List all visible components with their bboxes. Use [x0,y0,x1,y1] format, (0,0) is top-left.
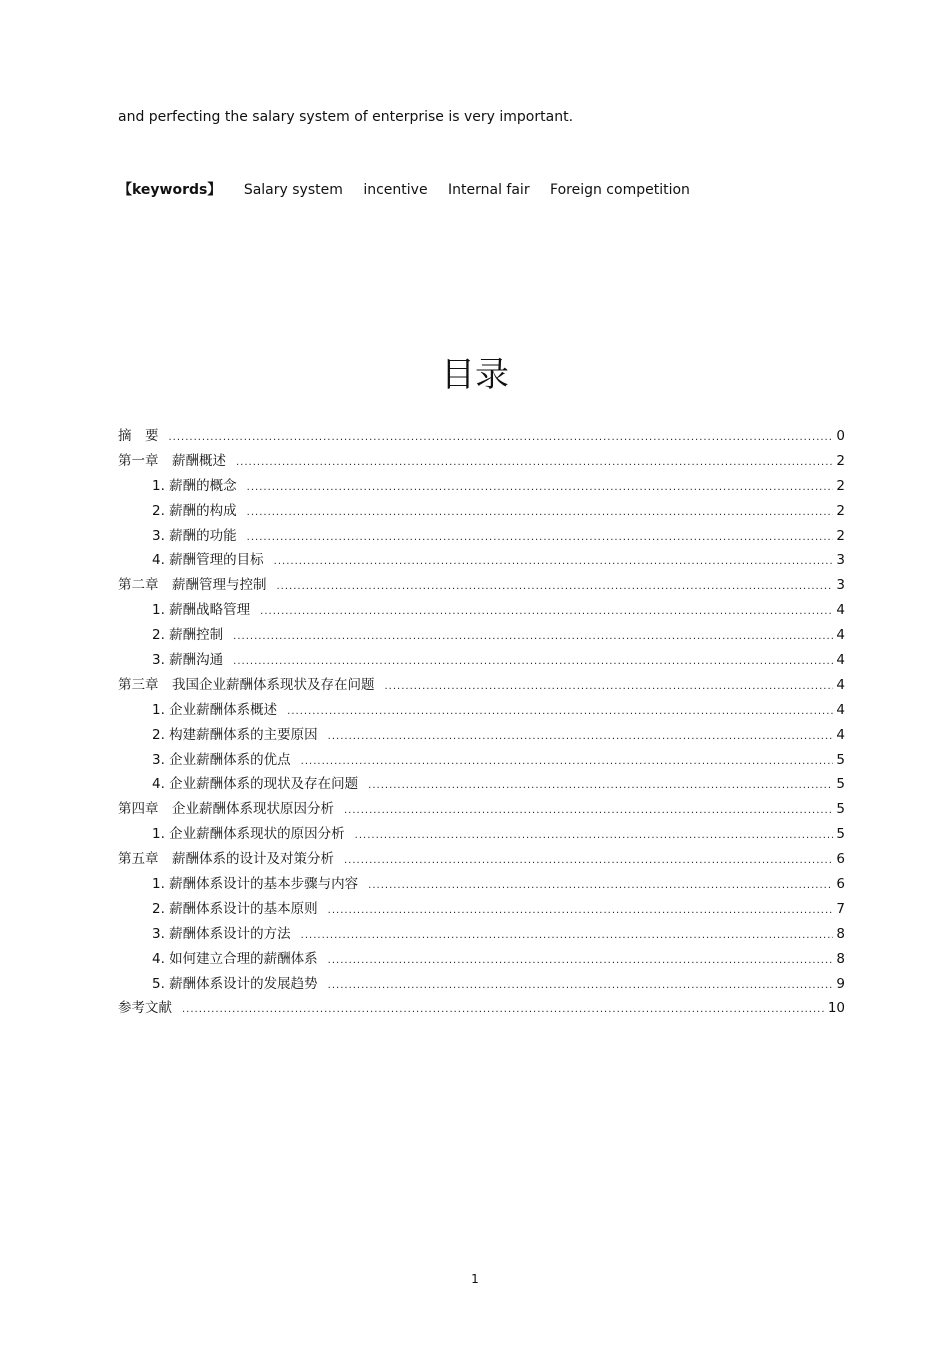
toc-entry-label: 1. 薪酬战略管理 [152,602,251,619]
toc-entry-label: 1. 企业薪酬体系现状的原因分析 [152,826,345,843]
toc-entry-page: 4 [836,627,845,644]
toc-entry-label: 3. 企业薪酬体系的优点 [152,751,291,768]
toc-entry-page: 4 [836,602,845,619]
toc-dot-leader [368,774,833,797]
toc-entry[interactable] [118,524,845,549]
keyword-item: Internal fair [448,182,530,198]
toc-entry[interactable] [118,673,845,698]
toc-entry[interactable] [118,499,845,524]
toc-dot-leader [385,675,834,698]
toc-entry[interactable] [118,772,845,797]
toc-entry[interactable] [118,922,845,947]
toc-dot-leader [247,526,834,549]
toc-dot-leader [301,750,834,773]
toc-entry-label: 5. 薪酬体系设计的发展趋势 [152,975,318,992]
toc-entry-label: 3. 薪酬沟通 [152,652,224,669]
toc-entry-page: 2 [836,502,845,519]
toc-dot-leader [236,451,833,474]
toc-entry-page: 2 [836,477,845,494]
toc-dot-leader [233,650,833,673]
toc-entry[interactable] [118,847,845,872]
toc-entry[interactable] [118,996,845,1021]
toc-dot-leader [301,924,834,947]
toc-entry-label: 摘 要 [118,428,159,444]
toc-entry-label: 第一章 薪酬概述 [118,452,226,469]
toc-dot-leader [247,501,834,524]
toc-entry[interactable] [118,623,845,648]
toc-dot-leader [169,426,834,449]
toc-entry-page: 10 [827,1000,845,1017]
toc-entry-page: 6 [836,851,845,868]
toc-dot-leader [287,700,833,723]
toc-dot-leader [344,799,833,822]
toc-entry[interactable] [118,947,845,972]
toc-entry-label: 4. 如何建立合理的薪酬体系 [152,950,318,967]
toc-entry-label: 2. 构建薪酬体系的主要原因 [152,726,318,743]
toc-entry[interactable] [118,872,845,897]
toc-dot-leader [328,899,834,922]
toc-dot-leader [328,949,834,972]
toc-entry[interactable] [118,598,845,623]
page-number: 1 [471,1272,479,1286]
toc-entry-page: 6 [836,876,845,893]
toc-entry-label: 4. 薪酬管理的目标 [152,552,264,569]
toc-entry-label: 3. 薪酬体系设计的方法 [152,925,291,942]
toc-entry[interactable] [118,972,845,997]
toc-dot-leader [368,874,833,897]
toc-dot-leader [328,974,834,997]
toc-entry-page: 2 [836,527,845,544]
toc-dot-leader [274,550,834,573]
toc-entry[interactable] [118,822,845,847]
toc-entry[interactable] [118,698,845,723]
toc-entry-page: 4 [836,652,845,669]
toc-dot-leader [328,725,834,748]
toc-entry-page: 4 [836,676,845,693]
toc-entry-page: 5 [836,751,845,768]
toc-entry[interactable] [118,573,845,598]
toc-entry-page: 8 [836,925,845,942]
keyword-item: Salary system [243,182,343,198]
toc-entry-page: 2 [836,452,845,469]
keyword-item: Foreign competition [550,182,690,198]
toc-dot-leader [182,998,825,1021]
toc-dot-leader [344,849,833,872]
toc-entry-page: 3 [836,577,845,594]
toc-entry-label: 2. 薪酬的构成 [152,502,237,519]
toc-entry[interactable] [118,723,845,748]
toc-entry-page: 5 [836,826,845,843]
toc-entry-page: 0 [836,428,845,444]
keywords-label: 【keywords】 [118,182,222,198]
toc-entry[interactable] [118,648,845,673]
toc-entry-label: 第四章 企业薪酬体系现状原因分析 [118,801,334,818]
table-of-contents [118,424,845,1021]
toc-entry-label: 2. 薪酬体系设计的基本原则 [152,900,318,917]
toc-entry[interactable] [118,897,845,922]
toc-entry[interactable] [118,797,845,822]
toc-entry[interactable] [118,474,845,499]
toc-entry-label: 第五章 薪酬体系的设计及对策分析 [118,851,334,868]
toc-entry[interactable] [118,449,845,474]
toc-entry-label: 1. 企业薪酬体系概述 [152,701,278,718]
toc-dot-leader [247,476,834,499]
toc-dot-leader [355,824,834,847]
toc-entry-page: 4 [836,726,845,743]
toc-entry-page: 4 [836,701,845,718]
toc-entry-page: 5 [836,801,845,818]
toc-entry-label: 参考文献 [118,1000,172,1017]
toc-entry-label: 4. 企业薪酬体系的现状及存在问题 [152,776,359,793]
toc-entry-label: 1. 薪酬的概念 [152,477,237,494]
toc-entry[interactable] [118,748,845,773]
abstract-closing-sentence: and perfecting the salary system of enterprise is very important. [118,109,574,125]
toc-entry[interactable] [118,548,845,573]
toc-entry-label: 第二章 薪酬管理与控制 [118,577,267,594]
toc-dot-leader [233,625,833,648]
toc-entry-page: 9 [836,975,845,992]
toc-entry-page: 5 [836,776,845,793]
toc-entry-label: 第三章 我国企业薪酬体系现状及存在问题 [118,676,375,693]
toc-title: 目录 [441,355,509,395]
toc-entry-label: 3. 薪酬的功能 [152,527,237,544]
keywords-line [118,181,698,199]
toc-entry-page: 3 [836,552,845,569]
toc-entry-page: 8 [836,950,845,967]
toc-dot-leader [260,600,833,623]
toc-entry-page: 7 [836,900,845,917]
toc-entry[interactable] [118,424,845,449]
keyword-item: incentive [363,182,428,198]
toc-entry-label: 2. 薪酬控制 [152,627,224,644]
toc-entry-label: 1. 薪酬体系设计的基本步骤与内容 [152,876,359,893]
toc-dot-leader [277,575,834,598]
